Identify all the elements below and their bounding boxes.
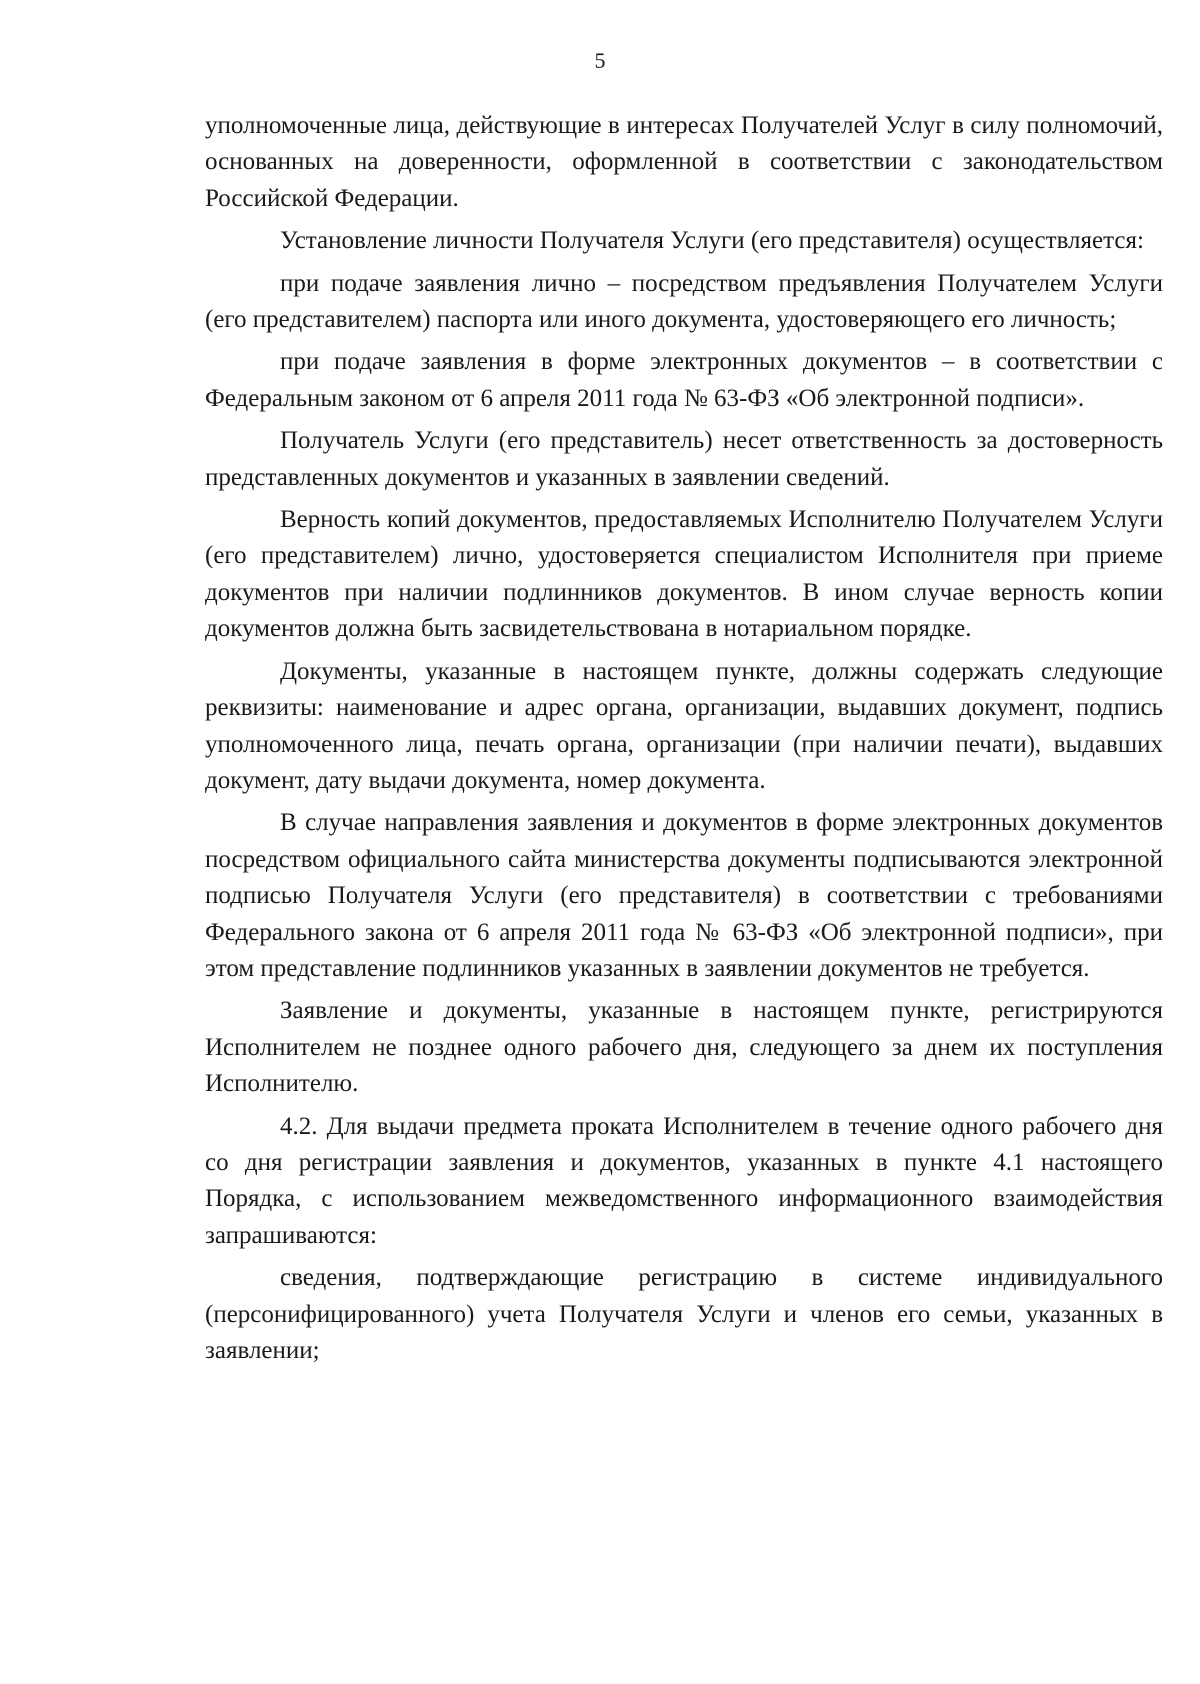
paragraph-responsibility: Получатель Услуги (его представитель) несет ответственность за достоверность представленных документов и указанных в заявлении сведений.: [205, 427, 1163, 491]
paragraph-representatives: уполномоченные лица, действующие в интересах Получателей Услуг в силу полномочий, основанных на доверенности, оформленной в соответствии с законодательством Российской Федерации.: [205, 112, 1163, 212]
paragraph-registration: Заявление и документы, указанные в настоящем пункте, регистрируются Исполнителем не позднее одного рабочего дня, следующего за днем их поступления Исполнителю.: [205, 997, 1163, 1098]
paragraph-section-4-2: 4.2. Для выдачи предмета проката Исполнителем в течение одного рабочего дня со дня регистрации заявления и документов, указанных в пункте 4.1 настоящего Порядка, с использованием межведомственного информационного взаимодействия запрашиваются:: [205, 1112, 1163, 1249]
paragraph-registration-records: сведения, подтверждающие регистрацию в системе индивидуального (персонифицированного) учета Получателя Услуги и членов его семьи, указанных в заявлении;: [205, 1264, 1163, 1364]
paragraph-electronic-signature: В случае направления заявления и документов в форме электронных документов посредством официального сайта министерства документы подписываются электронной подписью Получателя Услуги (его представителя) в соответствии с требованиями Федерального закона от 6 апреля 2011 года № 63-ФЗ «Об электронной подписи», при этом представление подлинников указанных в заявлении документов не требуется.: [205, 809, 1163, 982]
paragraph-identity-verification: Установление личности Получателя Услуги (его представителя) осуществляется:: [280, 227, 1144, 255]
paragraph-electronic-submission: при подаче заявления в форме электронных документов – в соответствии с Федеральным законом от 6 апреля 2011 года № 63-ФЗ «Об электронной подписи».: [205, 348, 1163, 412]
paragraph-copy-certification: Верность копий документов, предоставляемых Исполнителю Получателем Услуги (его представителем) лично, удостоверяется специалистом Исполнителя при приеме документов при наличии подлинников документов. В ином случае верность копии документов должна быть засвидетельствована в нотариальном порядке.: [205, 506, 1163, 643]
paragraph-in-person-submission: при подаче заявления лично – посредством предъявления Получателем Услуги (его представителем) паспорта или иного документа, удостоверяющего его личность;: [205, 269, 1163, 334]
paragraph-required-details: Документы, указанные в настоящем пункте, должны содержать следующие реквизиты: наименование и адрес органа, организации, выдавших документ, подпись уполномоченного лица, печать органа, организации (при наличии печати), выдавших документ, дату выдачи документа, номер документа.: [205, 657, 1163, 794]
document-body: [205, 108, 1163, 1375]
page-number: 5: [594, 48, 606, 73]
